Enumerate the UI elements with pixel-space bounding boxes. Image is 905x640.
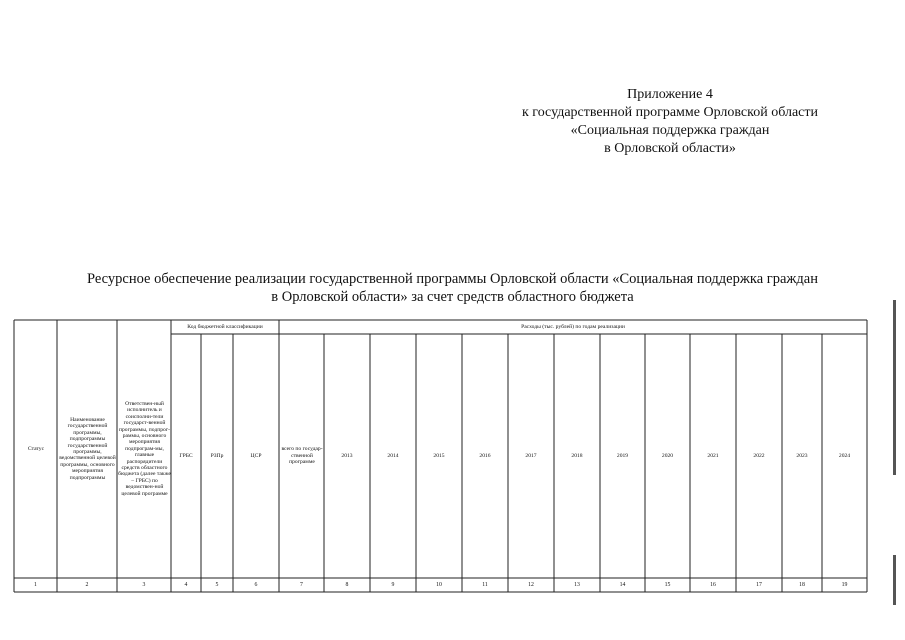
header-responsible: Ответствен-ный исполнитель и соисполни-тели государст-венной программы, подпрог-раммы, основного мероприятия подпрограм-мы, главные распорядители средств областного бюджета (далее также – ГРБС) по ведомствен-ной целевой программе <box>118 400 171 497</box>
column-number: 14 <box>619 581 626 588</box>
column-number: 15 <box>664 581 671 588</box>
appendix-line: в Орловской области» <box>604 141 736 156</box>
header-year: 2024 <box>838 452 851 459</box>
header-year: 2013 <box>341 452 353 459</box>
column-number: 7 <box>300 581 303 588</box>
column-number: 12 <box>528 581 534 588</box>
header-expenses-group: Расходы (тыс. рублей) по годам реализации <box>521 323 625 330</box>
column-number: 13 <box>574 581 580 588</box>
header-year: 2018 <box>571 452 583 459</box>
column-number: 5 <box>215 581 219 588</box>
column-number: 19 <box>841 581 848 588</box>
heading-line: Ресурсное обеспечение реализации государственной программы Орловской области «Социальная поддержка граждан <box>87 271 818 287</box>
column-number: 16 <box>710 581 716 588</box>
column-number: 9 <box>391 581 395 588</box>
scan-edge-mark <box>893 555 896 605</box>
column-number: 4 <box>184 581 188 588</box>
header-status: Статус <box>27 445 45 452</box>
appendix-line: к государственной программе Орловской области <box>522 105 818 120</box>
header-year: 2021 <box>707 452 719 459</box>
appendix-line: «Социальная поддержка граждан <box>570 123 770 138</box>
header-rzpr: РЗПр <box>210 452 224 459</box>
header-year: 2022 <box>753 452 765 459</box>
column-number: 3 <box>142 581 146 588</box>
column-number: 8 <box>345 581 349 588</box>
column-number: 6 <box>254 581 258 588</box>
header-year: 2016 <box>479 452 491 459</box>
heading-line: в Орловской области» за счет средств областного бюджета <box>271 289 634 305</box>
column-number: 18 <box>799 581 805 588</box>
header-total: всего по государ-ственной программе <box>281 446 323 466</box>
header-csr: ЦСР <box>250 452 262 459</box>
header-year: 2017 <box>525 452 537 459</box>
header-year: 2015 <box>433 452 445 459</box>
appendix-title: Приложение 4 <box>627 87 713 102</box>
column-number: 10 <box>436 581 442 588</box>
header-year: 2020 <box>661 452 674 459</box>
column-number: 11 <box>482 581 488 588</box>
header-grbs: ГРБС <box>179 452 193 459</box>
column-number: 17 <box>756 581 762 588</box>
header-year: 2019 <box>616 452 629 459</box>
header-year: 2023 <box>796 452 808 459</box>
scan-edge-mark <box>893 300 896 475</box>
header-budget-code-group: Код бюджетной классификации <box>187 323 263 330</box>
header-program-name: Наименование государственной программы, подпрограммы государственной программы, ведомственной целевой программы, основного мероприятия подпрограммы <box>59 416 116 481</box>
column-number: 2 <box>85 581 89 588</box>
header-year: 2014 <box>387 452 399 459</box>
column-number: 1 <box>34 581 37 588</box>
